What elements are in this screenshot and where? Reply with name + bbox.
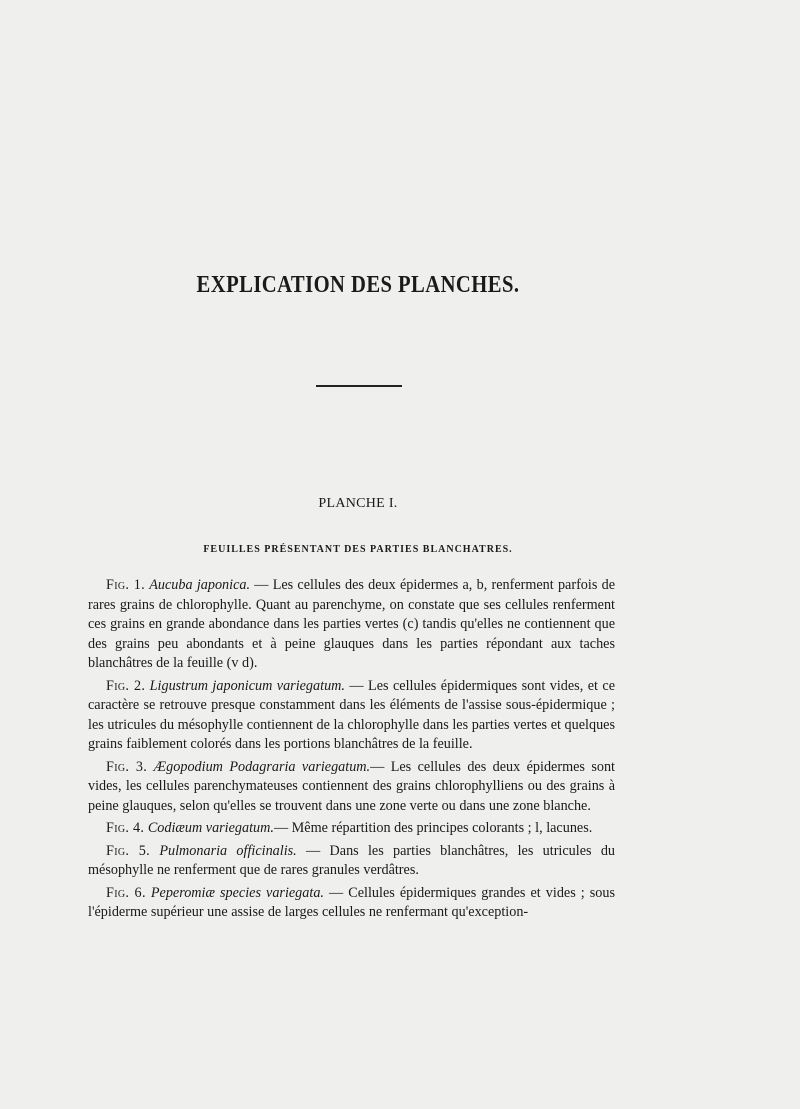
figure-label: Fig. 1. [106,577,145,593]
figure-text: — Les cellules des deux épidermes a, b, renferment parfois de rares grains de chlorophylle. Quant au parenchyme, on constate que ses cellules renferment ces grains en grande abondance dans les parties vertes (c) tandis qu'elles ne contiennent que des grains peu abondants et à peine glauques dans les parties répondant aux taches blanchâtres de la feuille (v d). [88,577,615,671]
figure-label: Fig. 5. [106,842,151,859]
plate-title: PLANCHE I. [318,496,398,511]
figure-paragraph [88,576,615,674]
figure-label: Fig. 6. [106,884,146,901]
figure-label: Fig. 4. [106,820,145,836]
figure-paragraph [88,677,615,755]
figure-text: — Cellules épidermiques grandes et vides ; sous l'épiderme supérieur une assise de larges cellules ne renfermant qu'exception- [88,884,616,920]
title-divider [316,385,402,387]
species-name: Aucuba japonica. [149,577,251,593]
figure-text: — Les cellules épidermiques sont vides, et ce caractère se retrouve presque constamment dans les éléments de l'assise sous-épidermique ; les utricules du mésophylle contiennent de la chlorophylle dans les parties vertes et quelques grains faiblement colorés dans les portions blanchâtres de la feuille. [88,677,615,752]
figure-paragraph [88,884,615,923]
species-name: Peperomiæ species variegata. [150,884,324,901]
species-name: Codiæum variegatum. [147,820,274,836]
figure-descriptions [88,576,615,926]
species-name: Pulmonaria officinalis. [159,842,297,859]
species-name: Ligustrum japonicum variegatum. [149,677,345,694]
figure-text: — Dans les parties blanchâtres, les utricules du mésophylle ne renferment que de rares granules verdâtres. [88,842,616,878]
figure-label: Fig. 2. [106,677,146,694]
page-title: EXPLICATION DES PLANCHES. [196,272,520,298]
figure-paragraph [88,819,615,839]
figure-paragraph [88,758,615,817]
figure-text: — Même répartition des principes colorants ; l, lacunes. [273,820,593,836]
figure-text: — Les cellules des deux épidermes sont vides, les cellules parenchymateuses contiennent des grains chlorophylliens ou des grains à peine glauques, selon qu'elles se trouvent dans une zone verte ou dans une zone blanche. [88,758,615,814]
figure-paragraph [88,842,615,881]
figure-label: Fig. 3. [106,758,148,775]
species-name: Ægopodium Podagraria variegatum. [153,758,371,775]
section-title: FEUILLES PRÉSENTANT DES PARTIES BLANCHATRES. [203,544,513,555]
